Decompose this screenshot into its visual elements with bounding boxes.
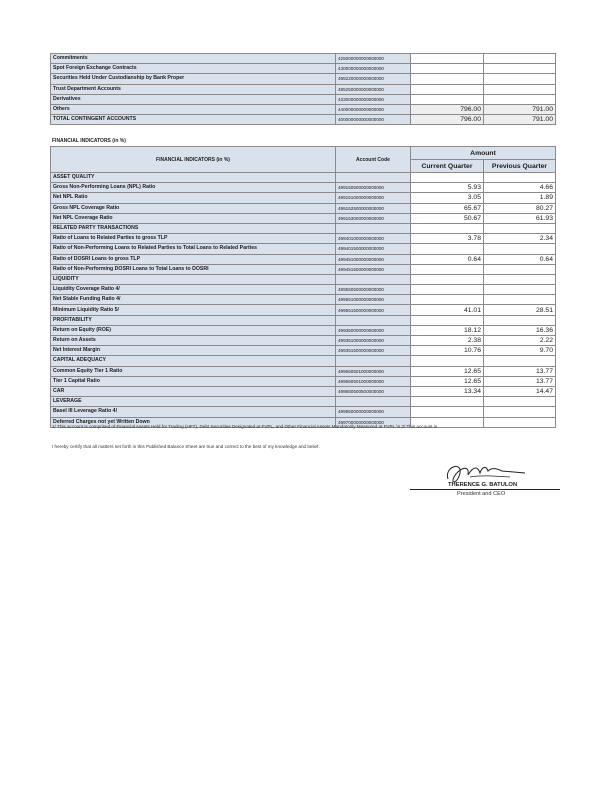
account-code: 499650501000000000 bbox=[336, 376, 411, 386]
row-label: LIQUIDITY bbox=[51, 274, 336, 284]
table-row bbox=[51, 336, 556, 346]
current-quarter-value: 13.34 bbox=[411, 386, 484, 396]
table-row bbox=[51, 104, 556, 114]
signature-line bbox=[410, 489, 560, 490]
previous-quarter-value: 16.36 bbox=[484, 325, 556, 335]
footnote: 1/ This account is comprised of Financial Assets Held for Trading (HFT), Debt Securities Designated at FVPL, and Other Financial Assets Mandatorily Measured at FVPL.\n 2/ This account is bbox=[52, 424, 438, 429]
account-code bbox=[336, 315, 411, 325]
account-code bbox=[336, 274, 411, 284]
current-quarter-value: 12.65 bbox=[411, 376, 484, 386]
account-code: 499153000000000000 bbox=[336, 213, 411, 223]
table-row bbox=[51, 285, 556, 295]
account-code: 499151000000000000 bbox=[336, 193, 411, 203]
previous-quarter-value: 791.00 bbox=[484, 104, 556, 114]
table-row bbox=[51, 386, 556, 396]
previous-quarter-value bbox=[484, 74, 556, 84]
previous-quarter-value: 2.34 bbox=[484, 234, 556, 244]
previous-quarter-header: Previous Quarter bbox=[484, 160, 556, 173]
previous-quarter-value bbox=[484, 295, 556, 305]
account-code: 499551500000000000 bbox=[336, 305, 411, 315]
account-code: 499650500500000000 bbox=[336, 386, 411, 396]
row-label: RELATED PARTY TRANSACTIONS bbox=[51, 223, 336, 233]
previous-quarter-value: 791.00 bbox=[484, 115, 556, 125]
account-code: 499451000000000000 bbox=[336, 254, 411, 264]
row-label: Spot Foreign Exchange Contracts bbox=[51, 64, 336, 74]
row-label: Deferred Charges not yet Written Down bbox=[51, 417, 336, 427]
previous-quarter-value bbox=[484, 397, 556, 407]
current-quarter-value bbox=[411, 244, 484, 254]
section-row bbox=[51, 173, 556, 183]
current-quarter-value bbox=[411, 274, 484, 284]
previous-quarter-value: 4.66 bbox=[484, 183, 556, 193]
account-code bbox=[336, 173, 411, 183]
table-row bbox=[51, 407, 556, 417]
section-row bbox=[51, 274, 556, 284]
account-code bbox=[336, 397, 411, 407]
row-label: ASSET QUALITY bbox=[51, 173, 336, 183]
account-code: 499850000000000000 bbox=[336, 407, 411, 417]
row-label: Ratio of DOSRI Loans to gross TLP bbox=[51, 254, 336, 264]
section-row bbox=[51, 397, 556, 407]
account-code: 495220000000000000 bbox=[336, 74, 411, 84]
previous-quarter-value bbox=[484, 223, 556, 233]
row-label: Return on Equity (ROE) bbox=[51, 325, 336, 335]
account-code: 499650501000000000 bbox=[336, 366, 411, 376]
previous-quarter-value bbox=[484, 264, 556, 274]
table-row bbox=[51, 74, 556, 84]
amount-column-header: Amount bbox=[411, 147, 556, 160]
current-quarter-value: 41.01 bbox=[411, 305, 484, 315]
row-label: Liquidity Coverage Ratio 4/ bbox=[51, 285, 336, 295]
indicators-column-header: FINANCIAL INDICATORS (in %) bbox=[51, 147, 336, 173]
table-row bbox=[51, 295, 556, 305]
previous-quarter-value: 14.47 bbox=[484, 386, 556, 396]
previous-quarter-value bbox=[484, 54, 556, 64]
account-code: 430000000000000000 bbox=[336, 64, 411, 74]
row-label: Net Interest Margin bbox=[51, 346, 336, 356]
account-code-column-header: Account Code bbox=[336, 147, 411, 173]
table-row bbox=[51, 213, 556, 223]
previous-quarter-value bbox=[484, 274, 556, 284]
table-row bbox=[51, 366, 556, 376]
row-label: Derivatives bbox=[51, 94, 336, 104]
previous-quarter-value bbox=[484, 84, 556, 94]
table-row bbox=[51, 325, 556, 335]
contingent-accounts-table bbox=[50, 53, 556, 125]
signatory-title: President and CEO bbox=[457, 491, 506, 497]
financial-indicators-title: FINANCIAL INDICATORS (in %) bbox=[52, 138, 126, 144]
previous-quarter-value bbox=[484, 285, 556, 295]
row-label: PROFITABILITY bbox=[51, 315, 336, 325]
account-code: 499451500000000000 bbox=[336, 264, 411, 274]
table-row bbox=[51, 183, 556, 193]
current-quarter-value: 18.12 bbox=[411, 325, 484, 335]
current-quarter-value bbox=[411, 397, 484, 407]
previous-quarter-value bbox=[484, 407, 556, 417]
previous-quarter-value: 28.51 bbox=[484, 305, 556, 315]
current-quarter-value bbox=[411, 94, 484, 104]
table-row bbox=[51, 115, 556, 125]
account-code: 495250000000000000 bbox=[336, 84, 411, 94]
previous-quarter-value: 9.70 bbox=[484, 346, 556, 356]
previous-quarter-value bbox=[484, 244, 556, 254]
table-row bbox=[51, 254, 556, 264]
previous-quarter-value: 13.77 bbox=[484, 366, 556, 376]
table-row bbox=[51, 305, 556, 315]
current-quarter-value bbox=[411, 84, 484, 94]
previous-quarter-value: 80.27 bbox=[484, 203, 556, 213]
current-quarter-value: 796.00 bbox=[411, 104, 484, 114]
account-code: 499351500000000000 bbox=[336, 346, 411, 356]
row-label: Others bbox=[51, 104, 336, 114]
previous-quarter-value bbox=[484, 64, 556, 74]
previous-quarter-value: 2.22 bbox=[484, 336, 556, 346]
account-code: 499401000000000000 bbox=[336, 234, 411, 244]
row-label: Return on Assets bbox=[51, 336, 336, 346]
current-quarter-value bbox=[411, 285, 484, 295]
current-quarter-header: Current Quarter bbox=[411, 160, 484, 173]
account-code: 499700000000000000 bbox=[336, 417, 411, 427]
section-row bbox=[51, 315, 556, 325]
current-quarter-value: 65.67 bbox=[411, 203, 484, 213]
row-label: TOTAL CONTINGENT ACCOUNTS bbox=[51, 115, 336, 125]
row-label: Gross Non-Performing Loans (NPL) Ratio bbox=[51, 183, 336, 193]
account-code: 433000000000000000 bbox=[336, 94, 411, 104]
row-label: Gross NPL Coverage Ratio bbox=[51, 203, 336, 213]
account-code: 400000000000000000 bbox=[336, 115, 411, 125]
account-code: 499551000000000000 bbox=[336, 295, 411, 305]
current-quarter-value bbox=[411, 223, 484, 233]
current-quarter-value: 5.93 bbox=[411, 183, 484, 193]
table-row bbox=[51, 84, 556, 94]
current-quarter-value bbox=[411, 407, 484, 417]
current-quarter-value: 796.00 bbox=[411, 115, 484, 125]
previous-quarter-value bbox=[484, 173, 556, 183]
row-label: Basel III Leverage Ratio 4/ bbox=[51, 407, 336, 417]
current-quarter-value: 3.78 bbox=[411, 234, 484, 244]
account-code: 499351000000000000 bbox=[336, 336, 411, 346]
account-code: 440000000000000000 bbox=[336, 104, 411, 114]
current-quarter-value bbox=[411, 356, 484, 366]
row-label: Minimum Liquidity Ratio 5/ bbox=[51, 305, 336, 315]
account-code: 499401500000000000 bbox=[336, 244, 411, 254]
current-quarter-value: 3.05 bbox=[411, 193, 484, 203]
previous-quarter-value: 13.77 bbox=[484, 376, 556, 386]
current-quarter-value bbox=[411, 264, 484, 274]
table-row bbox=[51, 264, 556, 274]
row-label: Commitments bbox=[51, 54, 336, 64]
current-quarter-value bbox=[411, 295, 484, 305]
previous-quarter-value: 1.89 bbox=[484, 193, 556, 203]
row-label: Common Equity Tier 1 Ratio bbox=[51, 366, 336, 376]
row-label: Ratio of Non-Performing DOSRI Loans to Total Loans to DOSRI bbox=[51, 264, 336, 274]
current-quarter-value: 10.76 bbox=[411, 346, 484, 356]
previous-quarter-value bbox=[484, 94, 556, 104]
row-label: LEVERAGE bbox=[51, 397, 336, 407]
account-code bbox=[336, 356, 411, 366]
table-row bbox=[51, 376, 556, 386]
table-row bbox=[51, 234, 556, 244]
table-row bbox=[51, 64, 556, 74]
previous-quarter-value bbox=[484, 315, 556, 325]
account-code: 499350000000000000 bbox=[336, 325, 411, 335]
current-quarter-value bbox=[411, 54, 484, 64]
section-row bbox=[51, 356, 556, 366]
table-row bbox=[51, 346, 556, 356]
current-quarter-value bbox=[411, 64, 484, 74]
row-label: CAR bbox=[51, 386, 336, 396]
certification-statement: I hereby certify that all matters set forth in this Published Balance Sheet are true and correct to the best of my knowledge and belief. bbox=[52, 444, 320, 449]
account-code bbox=[336, 223, 411, 233]
account-code: 425000000000000000 bbox=[336, 54, 411, 64]
row-label: Trust Department Accounts bbox=[51, 84, 336, 94]
current-quarter-value: 2.38 bbox=[411, 336, 484, 346]
previous-quarter-value bbox=[484, 356, 556, 366]
current-quarter-value: 12.65 bbox=[411, 366, 484, 376]
table-row bbox=[51, 203, 556, 213]
previous-quarter-value: 0.64 bbox=[484, 254, 556, 264]
table-row bbox=[51, 193, 556, 203]
table-row bbox=[51, 54, 556, 64]
row-label: Ratio of Non-Performing Loans to Related Parties to Total Loans to Related Parties bbox=[51, 244, 336, 254]
row-label: CAPITAL ADEQUACY bbox=[51, 356, 336, 366]
financial-indicators-table bbox=[50, 146, 556, 428]
section-row bbox=[51, 223, 556, 233]
row-label: Ratio of Loans to Related Parties to gross TLP bbox=[51, 234, 336, 244]
row-label: Net NPL Coverage Ratio bbox=[51, 213, 336, 223]
account-code: 499550500000000000 bbox=[336, 285, 411, 295]
previous-quarter-value: 61.93 bbox=[484, 213, 556, 223]
row-label: Net Stable Funding Ratio 4/ bbox=[51, 295, 336, 305]
signatory-name: THERENCE G. BATULON bbox=[448, 482, 518, 488]
table-row bbox=[51, 244, 556, 254]
row-label: Tier 1 Capital Ratio bbox=[51, 376, 336, 386]
row-label: Net NPL Ratio bbox=[51, 193, 336, 203]
current-quarter-value bbox=[411, 173, 484, 183]
row-label: Securities Held Under Custodianship by Bank Proper bbox=[51, 74, 336, 84]
account-code: 499152500000000000 bbox=[336, 203, 411, 213]
account-code: 499150500000000000 bbox=[336, 183, 411, 193]
current-quarter-value: 0.64 bbox=[411, 254, 484, 264]
current-quarter-value bbox=[411, 74, 484, 84]
table-row bbox=[51, 94, 556, 104]
current-quarter-value bbox=[411, 315, 484, 325]
current-quarter-value: 50.67 bbox=[411, 213, 484, 223]
